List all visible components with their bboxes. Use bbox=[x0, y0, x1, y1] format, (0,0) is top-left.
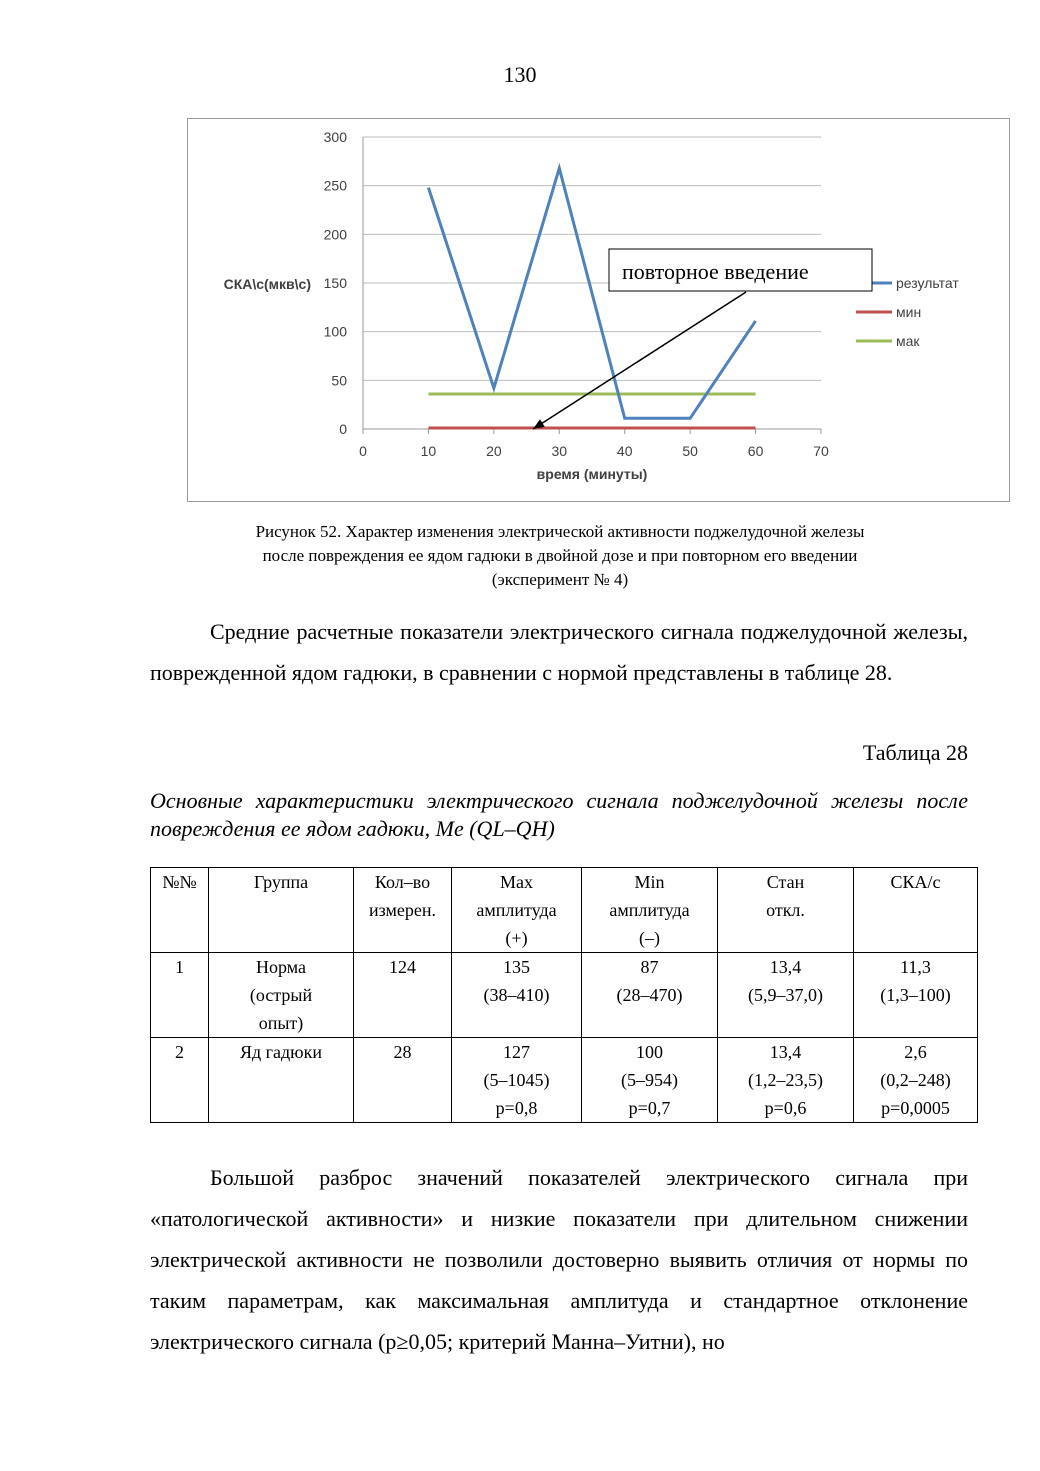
header-text: Min bbox=[634, 872, 665, 892]
table-cell bbox=[854, 953, 978, 1038]
cell-text: 87 bbox=[640, 957, 659, 977]
x-tick-label: 40 bbox=[616, 443, 633, 459]
cell-text: 2 bbox=[175, 1042, 184, 1062]
header-text: СКА/с bbox=[890, 872, 941, 892]
cell-text: p=0,8 bbox=[495, 1098, 538, 1118]
y-tick-label: 0 bbox=[339, 421, 347, 437]
cell-text: 124 bbox=[389, 957, 416, 977]
x-tick-label: 10 bbox=[420, 443, 437, 459]
body-paragraph bbox=[150, 1157, 968, 1362]
x-tick-label: 50 bbox=[682, 443, 698, 459]
cell-text: 2,6 bbox=[904, 1042, 927, 1062]
header-text: откл. bbox=[766, 900, 805, 920]
cell-text: (острый bbox=[249, 985, 313, 1005]
table-header-cell bbox=[718, 868, 854, 953]
header-text: №№ bbox=[162, 872, 197, 892]
table-cell bbox=[151, 1038, 209, 1123]
header-text: (+) bbox=[505, 928, 528, 948]
table-cell bbox=[209, 1038, 354, 1123]
cell-text: 28 bbox=[393, 1042, 412, 1062]
cell-text: 13,4 bbox=[769, 1042, 802, 1062]
y-tick-label: 100 bbox=[323, 323, 347, 340]
header-text: Кол–во bbox=[374, 872, 431, 892]
cell-text: 100 bbox=[636, 1042, 663, 1062]
figure-caption bbox=[150, 520, 970, 592]
table-cell bbox=[151, 953, 209, 1038]
table-cell bbox=[354, 1038, 452, 1123]
table-cell bbox=[209, 953, 354, 1038]
table-header-cell bbox=[582, 868, 718, 953]
y-tick-label: 250 bbox=[323, 177, 347, 194]
cell-text: (0,2–248) bbox=[880, 1070, 951, 1090]
table-header-cell bbox=[452, 868, 582, 953]
table-row bbox=[151, 953, 978, 1038]
page-number: 130 bbox=[503, 62, 537, 87]
chart-frame bbox=[187, 118, 1010, 502]
header-text: амплитуда bbox=[609, 900, 690, 920]
table-label: Таблица 28 bbox=[862, 740, 968, 765]
table-row bbox=[151, 1038, 978, 1123]
cell-text: (5–1045) bbox=[483, 1070, 550, 1090]
cell-text: 13,4 bbox=[769, 957, 802, 977]
x-tick-label: 0 bbox=[359, 443, 367, 459]
x-tick-label: 30 bbox=[551, 443, 568, 459]
cell-text: 11,3 bbox=[900, 957, 931, 977]
body-paragraph bbox=[150, 611, 968, 693]
legend-label: мин bbox=[896, 304, 922, 320]
table-cell bbox=[854, 1038, 978, 1123]
table-cell bbox=[718, 953, 854, 1038]
header-text: измерен. bbox=[369, 900, 436, 920]
cell-text: (5,9–37,0) bbox=[748, 985, 823, 1005]
table-cell bbox=[452, 1038, 582, 1123]
y-tick-label: 50 bbox=[331, 372, 347, 389]
paragraph-text: Большой разброс значений показателей электрического сигнала при «патологической активности» и низкие показатели при длительном снижении электрической активности не позволили достоверно выявить отличия от нормы по таким параметрам, как максимальная амплитуда и стандартное отклонение электрического сигнала (p≥0,05; критерий Манна–Уитни), но bbox=[150, 1165, 968, 1354]
cell-text: p=0,6 bbox=[764, 1098, 807, 1118]
header-text: Max bbox=[500, 872, 533, 892]
table-header-cell bbox=[354, 868, 452, 953]
table-cell bbox=[582, 1038, 718, 1123]
x-tick-label: 60 bbox=[747, 443, 764, 459]
cell-text: (1,3–100) bbox=[880, 985, 951, 1005]
cell-text: Яд гадюки bbox=[239, 1042, 323, 1062]
y-axis-title: СКА\с(мкв\с) bbox=[223, 276, 311, 292]
cell-text: 1 bbox=[175, 957, 184, 977]
table-cell bbox=[452, 953, 582, 1038]
table-cell bbox=[354, 953, 452, 1038]
legend-label: результат bbox=[896, 275, 959, 291]
header-text: Группа bbox=[253, 872, 309, 892]
table-header-row bbox=[151, 868, 978, 953]
line-chart bbox=[188, 119, 1011, 503]
y-tick-label: 300 bbox=[323, 129, 347, 145]
figure-caption-line: Рисунок 52. Характер изменения электрической активности поджелудочной железы bbox=[255, 522, 865, 541]
table-header-cell bbox=[151, 868, 209, 953]
table-header-cell bbox=[854, 868, 978, 953]
data-table bbox=[150, 867, 978, 1123]
header-text: амплитуда bbox=[476, 900, 557, 920]
legend-label: мак bbox=[896, 333, 920, 349]
cell-text: 127 bbox=[503, 1042, 530, 1062]
x-tick-label: 70 bbox=[813, 443, 829, 459]
cell-text: (5–954) bbox=[621, 1070, 678, 1090]
paragraph-text: Средние расчетные показатели электрического сигнала поджелудочной железы, поврежденной ядом гадюки, в сравнении с нормой представлены в таблице 28. bbox=[150, 619, 968, 685]
header-text: Стан bbox=[766, 872, 805, 892]
cell-text: опыт) bbox=[258, 1013, 304, 1033]
cell-text: 135 bbox=[503, 957, 530, 977]
y-tick-label: 200 bbox=[323, 226, 347, 243]
cell-text: (28–470) bbox=[616, 985, 683, 1005]
cell-text: (38–410) bbox=[483, 985, 550, 1005]
table-cell bbox=[582, 953, 718, 1038]
y-tick-label: 150 bbox=[323, 275, 347, 291]
annotation-arrow-line bbox=[533, 292, 746, 429]
cell-text: p=0,0005 bbox=[881, 1098, 950, 1118]
table-cell bbox=[718, 1038, 854, 1123]
table-title: Основные характеристики электрического сигнала поджелудочной железы после повреждения ее ядом гадюки, Me (QL–QH) bbox=[150, 788, 968, 841]
cell-text: Норма bbox=[256, 957, 306, 977]
table-header-cell bbox=[209, 868, 354, 953]
cell-text: p=0,7 bbox=[628, 1098, 671, 1118]
figure-caption-line: после повреждения ее ядом гадюки в двойной дозе и при повторном его введении bbox=[262, 546, 858, 565]
figure-caption-line: (эксперимент № 4) bbox=[491, 570, 629, 589]
annotation-text: повторное введение bbox=[622, 259, 809, 284]
x-axis-title: время (минуты) bbox=[536, 466, 648, 482]
header-text: (–) bbox=[639, 928, 660, 948]
cell-text: (1,2–23,5) bbox=[748, 1070, 823, 1090]
x-tick-label: 20 bbox=[486, 443, 502, 459]
